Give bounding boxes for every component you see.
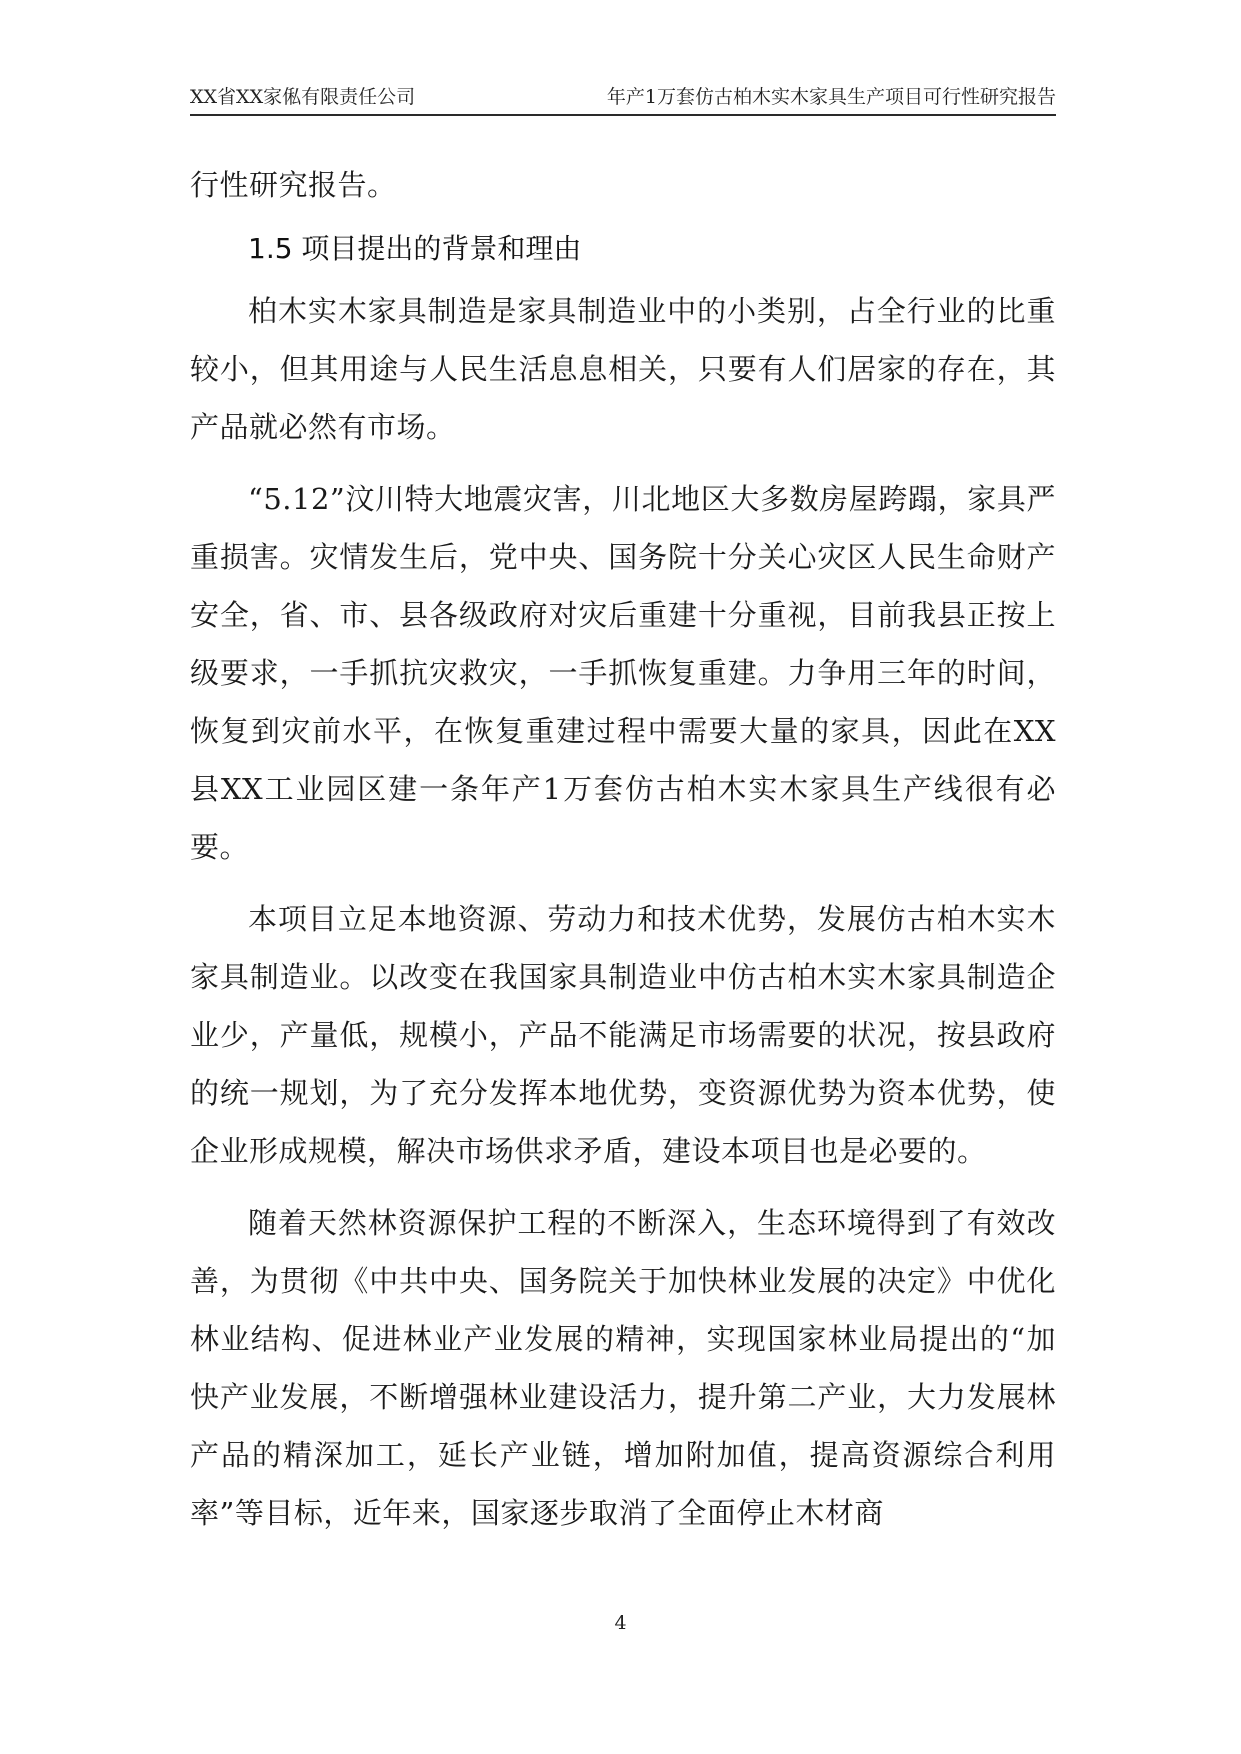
page-header <box>190 84 1056 116</box>
header-report-title: 年产1万套仿古柏木实木家具生产项目可行性研究报告 <box>606 86 1056 108</box>
body-paragraph: 随着天然林资源保护工程的不断深入，生态环境得到了有效改善，为贯彻《中共中央、国务院关于加快林业发展的决定》中优化林业结构、促进林业产业发展的精神，实现国家林业局提出的“加快产业发展，不断增强林业建设活力，提升第二产业，大力发展林产品的精深加工，延长产业链，增加附加值，提高资源综合利用率”等目标，近年来，国家逐步取消了全面停止木材商 <box>190 1206 1056 1530</box>
body-paragraph: “5.12”汶川特大地震灾害，川北地区大多数房屋跨蹋，家具严重损害。灾情发生后，党中央、国务院十分关心灾区人民生命财产安全，省、市、县各级政府对灾后重建十分重视，目前我县正按上级要求，一手抓抗灾救灾，一手抓恢复重建。力争用三年的时间，恢复到灾前水平，在恢复重建过程中需要大量的家具，因此在XX县XX工业园区建一条年产1万套仿古柏木实木家具生产线很有必要。 <box>190 482 1056 864</box>
body-paragraph: 本项目立足本地资源、劳动力和技术优势，发展仿古柏木实木家具制造业。以改变在我国家具制造业中仿古柏木实木家具制造企业少，产量低，规模小，产品不能满足市场需要的状况，按县政府的统一规划，为了充分发挥本地优势，变资源优势为资本优势，使企业形成规模，解决市场供求矛盾，建设本项目也是必要的。 <box>190 902 1056 1168</box>
body-paragraph: 柏木实木家具制造是家具制造业中的小类别，占全行业的比重较小，但其用途与人民生活息息相关，只要有人们居家的存在，其产品就必然有市场。 <box>190 294 1056 444</box>
page-number: 4 <box>614 1612 627 1634</box>
header-company-name: XX省XX家俬有限责任公司 <box>190 86 416 108</box>
section-heading: 1.5 项目提出的背景和理由 <box>248 232 582 265</box>
page-body <box>190 156 1056 1556</box>
continuation-line: 行性研究报告。 <box>190 168 397 202</box>
